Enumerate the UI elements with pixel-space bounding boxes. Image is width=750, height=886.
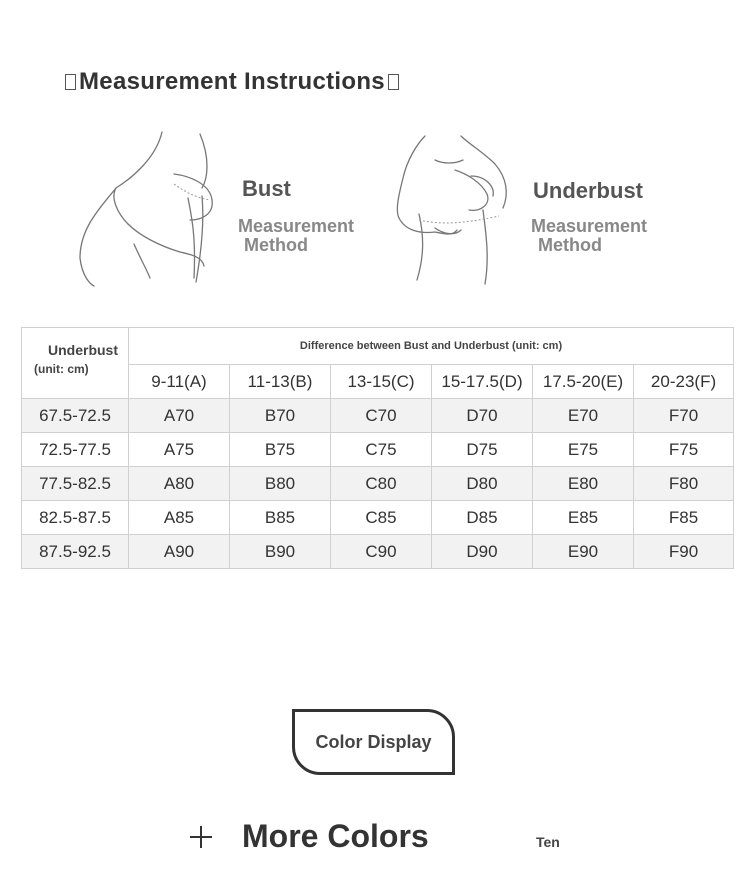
underbust-measurement-label: Measurement: [531, 216, 648, 236]
table-row: [22, 501, 734, 535]
size-cell: B85: [230, 501, 331, 535]
size-cell: D80: [432, 467, 533, 501]
size-cell: A90: [129, 535, 230, 569]
size-cell: F85: [634, 501, 734, 535]
size-cell: B90: [230, 535, 331, 569]
size-cell: A85: [129, 501, 230, 535]
size-cell: F80: [634, 467, 734, 501]
measurement-instructions-title: Measurement Instructions: [79, 68, 385, 95]
bust-method-label: Method: [244, 235, 308, 255]
underbust-measurement-illustration: [395, 130, 525, 288]
underbust-range-cell: 72.5-77.5: [22, 433, 129, 467]
column-header: 15-17.5(D): [432, 365, 533, 399]
bracket-box-right: [388, 74, 399, 90]
size-cell: E80: [533, 467, 634, 501]
color-display-badge: Color Display: [292, 709, 455, 775]
column-header: 9-11(A): [129, 365, 230, 399]
table-row: [22, 433, 734, 467]
underbust-range-cell: 77.5-82.5: [22, 467, 129, 501]
difference-group-header: Difference between Bust and Underbust (unit: cm): [129, 328, 734, 365]
column-header: 11-13(B): [230, 365, 331, 399]
size-cell: E85: [533, 501, 634, 535]
table-row: [22, 399, 734, 433]
size-cell: D75: [432, 433, 533, 467]
underbust-range-cell: 87.5-92.5: [22, 535, 129, 569]
section-title: [62, 68, 402, 96]
plus-icon: [188, 824, 214, 850]
size-cell: A70: [129, 399, 230, 433]
table-corner-header: [22, 328, 129, 399]
underbust-label: Underbust: [533, 178, 643, 203]
table-row: [22, 467, 734, 501]
size-cell: F90: [634, 535, 734, 569]
size-cell: D70: [432, 399, 533, 433]
size-cell: A80: [129, 467, 230, 501]
size-cell: A75: [129, 433, 230, 467]
underbust-column-title: Underbust: [48, 342, 118, 358]
underbust-method-label: Method: [538, 235, 602, 255]
column-header: 17.5-20(E): [533, 365, 634, 399]
size-cell: C85: [331, 501, 432, 535]
size-cell: B80: [230, 467, 331, 501]
size-cell: F70: [634, 399, 734, 433]
size-cell: C80: [331, 467, 432, 501]
size-cell: B75: [230, 433, 331, 467]
underbust-unit-label: (unit: cm): [34, 362, 89, 376]
size-cell: D90: [432, 535, 533, 569]
more-colors-heading: More Colors: [242, 818, 429, 854]
bust-measurement-illustration: [70, 128, 230, 288]
column-header: 13-15(C): [331, 365, 432, 399]
size-cell: D85: [432, 501, 533, 535]
table-row: [22, 535, 734, 569]
bracket-box-left: [65, 74, 76, 90]
underbust-range-cell: 82.5-87.5: [22, 501, 129, 535]
underbust-range-cell: 67.5-72.5: [22, 399, 129, 433]
size-cell: C75: [331, 433, 432, 467]
bra-size-table: [21, 327, 734, 569]
size-cell: B70: [230, 399, 331, 433]
column-header: 20-23(F): [634, 365, 734, 399]
size-cell: E70: [533, 399, 634, 433]
color-count-note: Ten: [536, 834, 560, 850]
size-cell: F75: [634, 433, 734, 467]
size-cell: C70: [331, 399, 432, 433]
size-cell: E90: [533, 535, 634, 569]
bust-measurement-label: Measurement: [238, 216, 355, 236]
bust-label: Bust: [242, 176, 291, 201]
size-cell: C90: [331, 535, 432, 569]
size-cell: E75: [533, 433, 634, 467]
